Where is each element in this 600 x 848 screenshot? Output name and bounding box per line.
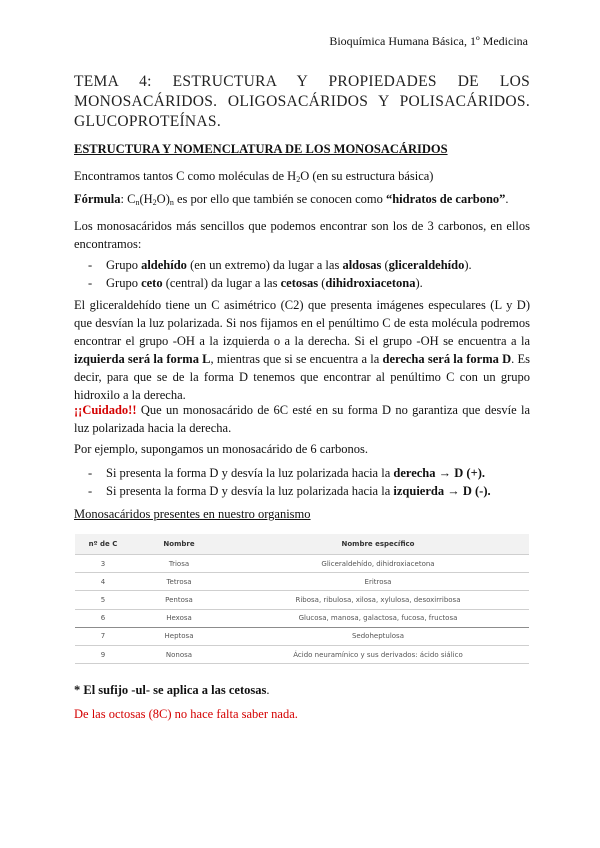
table-cell: Ácido neuramínico y sus derivados: ácido siálico: [227, 645, 529, 663]
table-row: [75, 645, 529, 663]
list-item: - Si presenta la forma D y desvía la luz polarizada hacia la derecha → D (+).: [88, 464, 528, 482]
page-header: Bioquímica Humana Básica, 1º Medicina: [329, 34, 528, 48]
table-cell: Heptosa: [131, 627, 227, 645]
table-cell: 5: [75, 591, 131, 609]
table-cell: 6: [75, 609, 131, 627]
paragraph-glyceraldehyde: El gliceraldehído tiene un C asimétrico (C2) que presenta imágenes especulares (L y D) que desvían la luz polarizada. Si nos fijamos en el penúltimo C de esta molécula podremos encontrar el grupo -OH a la izquierda o a la derecha. Si el grupo -OH se encuentra a la izquierda será la forma L, mientras que si se encuentra a la derecha será la forma D. Es decir, para que se de la forma D tenemos que encontrar al penúltimo C con un grupo hidroxilo a la derecha.: [74, 298, 530, 402]
list-item: - Si presenta la forma D y desvía la luz polarizada hacia la izquierda → D (-).: [88, 482, 528, 500]
table-cell: Hexosa: [131, 609, 227, 627]
table-cell: 3: [75, 555, 131, 573]
functional-group-list: [88, 256, 528, 292]
column-header: Nombre: [131, 534, 227, 555]
list-item: - Grupo aldehído (en un extremo) da lugar a las aldosas (gliceraldehído).: [88, 256, 528, 274]
column-header: nº de C: [75, 534, 131, 555]
table-cell: Tetrosa: [131, 573, 227, 591]
monosaccharide-table: [75, 534, 529, 664]
table-cell: Nonosa: [131, 645, 227, 663]
chapter-title: TEMA 4: ESTRUCTURA Y PROPIEDADES DE LOS MONOSACÁRIDOS. OLIGOSACÁRIDOS Y POLISACÁRIDOS. GLUCOPROTEÍNAS.: [74, 73, 530, 130]
column-header: Nombre específico: [227, 534, 529, 555]
table-row: [75, 627, 529, 645]
table-cell: Pentosa: [131, 591, 227, 609]
paragraph-warning: ¡¡Cuidado!! Que un monosacárido de 6C esté en su forma D no garantiza que desvíe la luz polarizada hacia la derecha.: [74, 403, 530, 435]
table-cell: Gliceraldehído, dihidroxiacetona: [227, 555, 529, 573]
table-caption: Monosacáridos presentes en nuestro organismo: [74, 507, 311, 521]
table-header-row: [75, 534, 529, 555]
paragraph-simple-monosaccharides: Los monosacáridos más sencillos que podemos encontrar son los de 3 carbonos, en ellos encontramos:: [74, 219, 530, 251]
table-row: [75, 555, 529, 573]
table-row: [75, 609, 529, 627]
table-cell: Triosa: [131, 555, 227, 573]
table-cell: 4: [75, 573, 131, 591]
table-cell: 9: [75, 645, 131, 663]
table-cell: Glucosa, manosa, galactosa, fucosa, fructosa: [227, 609, 529, 627]
table-cell: Ribosa, ribulosa, xilosa, xylulosa, desoxirribosa: [227, 591, 529, 609]
paragraph-formula: Fórmula: $C_n(H_2O)_n$ es por ello que también se conocen como “hidratos de carbono”.: [74, 192, 509, 207]
table-cell: Eritrosa: [227, 573, 529, 591]
paragraph-example: Por ejemplo, supongamos un monosacárido de 6 carbonos.: [74, 442, 369, 456]
table-row: [75, 573, 529, 591]
list-item: - Grupo ceto (central) da lugar a las cetosas (dihidroxiacetona).: [88, 274, 528, 292]
rotation-list: [88, 464, 528, 500]
table-cell: Sedoheptulosa: [227, 627, 529, 645]
suffix-note: * El sufijo -ul- se aplica a las cetosas.: [74, 683, 270, 697]
paragraph-carbon-count: Encontramos tantos C como moléculas de $H_2O$ (en su estructura básica): [74, 169, 434, 184]
section-heading: ESTRUCTURA Y NOMENCLATURA DE LOS MONOSACÁRIDOS: [74, 142, 448, 156]
octose-note: De las octosas (8C) no hace falta saber nada.: [74, 707, 298, 721]
table-row: [75, 591, 529, 609]
table-cell: 7: [75, 627, 131, 645]
